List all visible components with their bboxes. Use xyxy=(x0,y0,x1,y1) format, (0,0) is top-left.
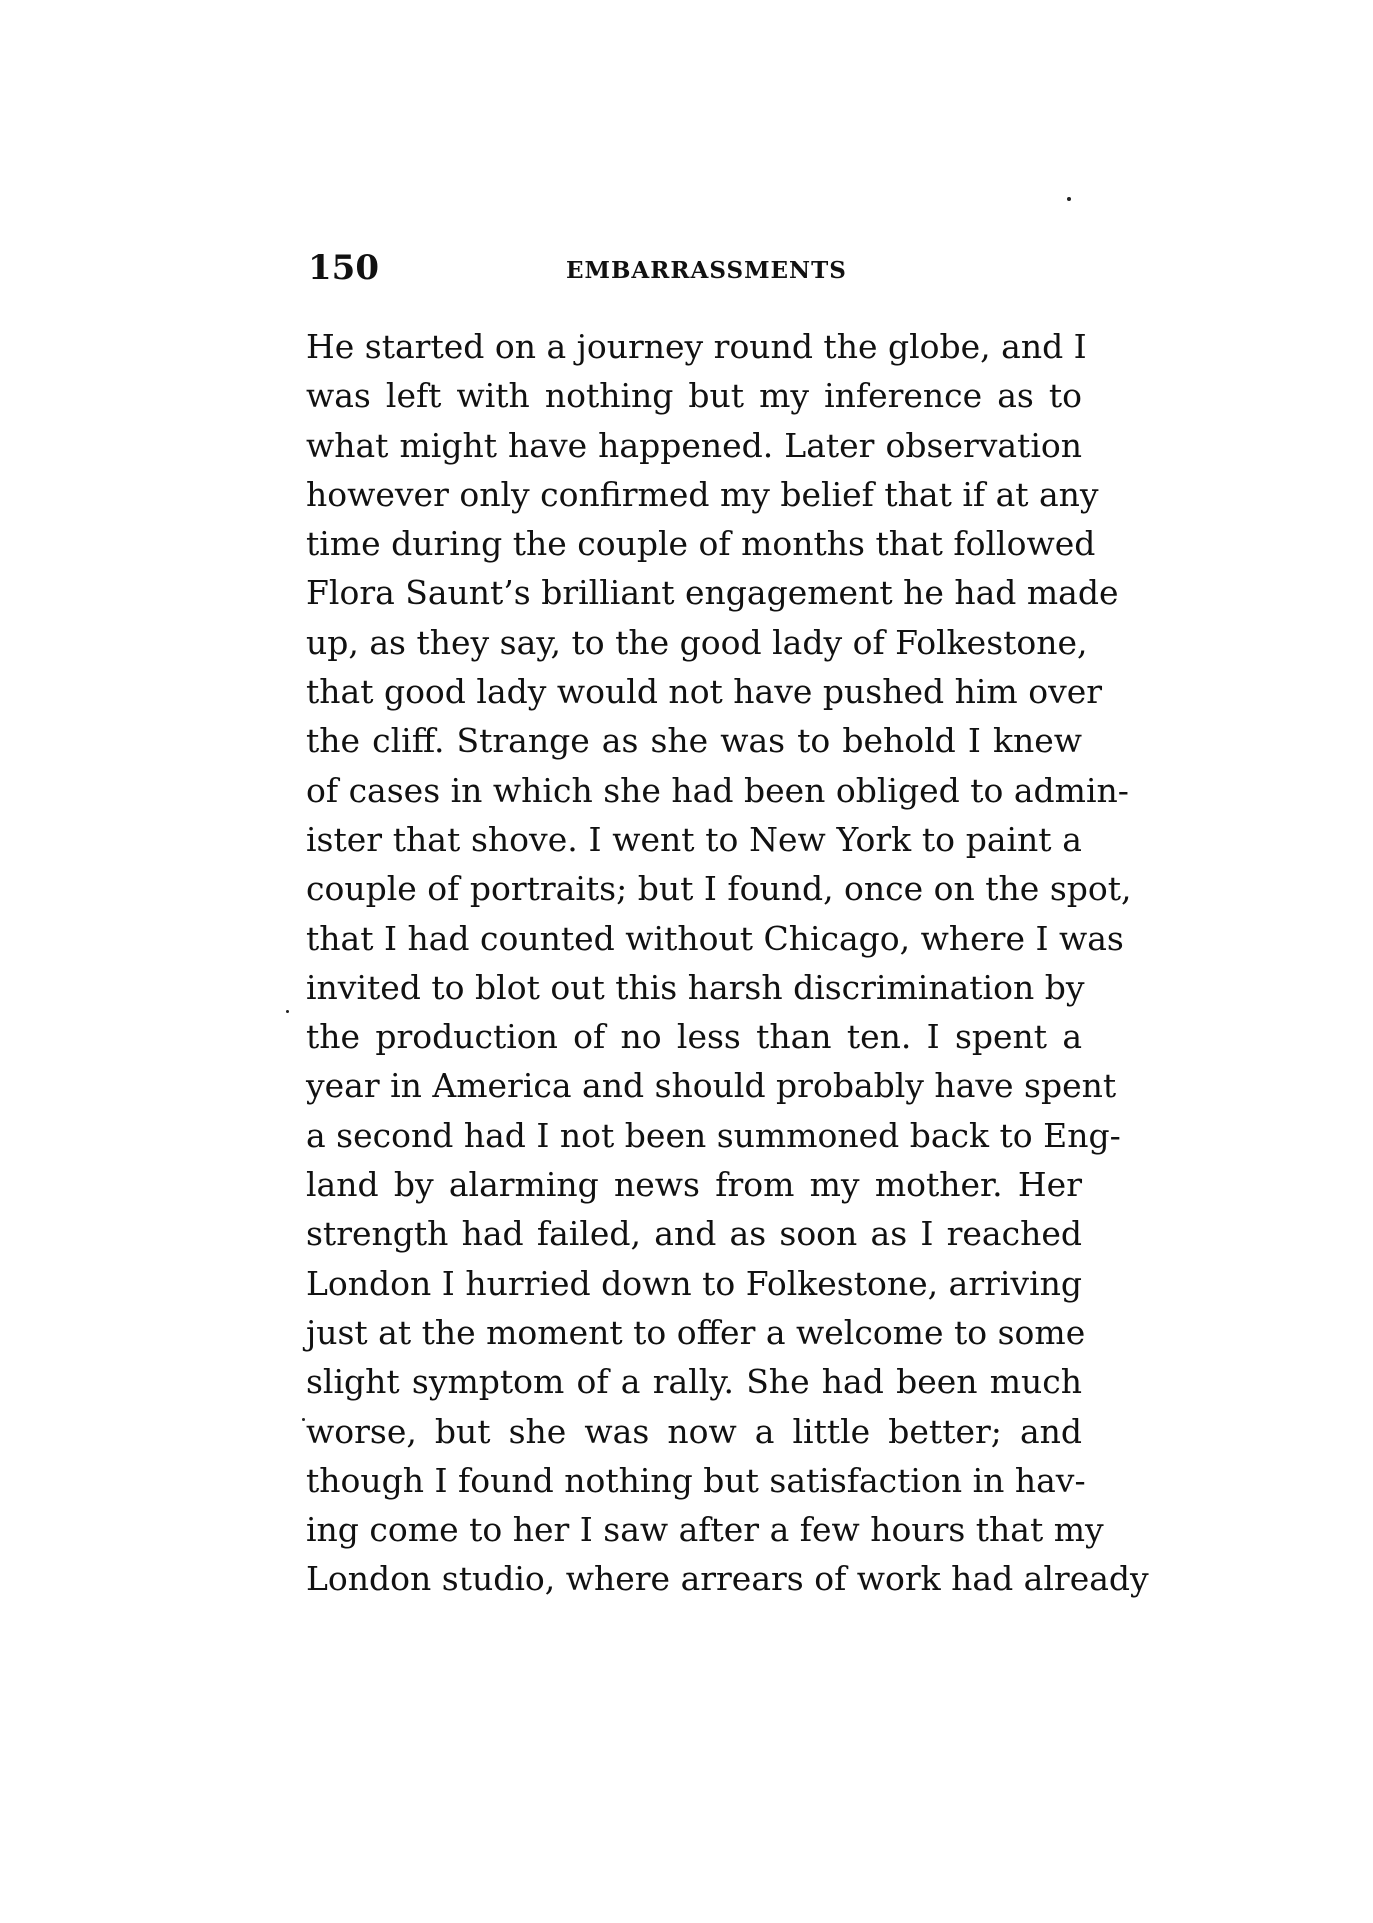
text-line: worse, but she was now a little better; and xyxy=(306,1411,1082,1451)
text-line: London I hurried down to Folkestone, arriving xyxy=(306,1263,1082,1303)
scan-speck xyxy=(286,1010,289,1013)
text-line: invited to blot out this harsh discrimination by xyxy=(306,967,1085,1007)
page-number: 150 xyxy=(308,248,379,288)
text-line: up, as they say, to the good lady of Folkestone, xyxy=(306,622,1088,662)
body-text xyxy=(306,322,1149,1604)
text-line: that I had counted without Chicago, where I was xyxy=(306,918,1124,958)
scan-speck xyxy=(1067,197,1071,201)
text-line: slight symptom of a rally. She had been much xyxy=(306,1362,1082,1402)
text-line: was left with nothing but my inference as to xyxy=(306,376,1082,416)
page-header xyxy=(306,248,1086,294)
text-line: He started on a journey round the globe, and I xyxy=(306,327,1087,366)
text-line: land by alarming news from my mother. Her xyxy=(306,1165,1082,1205)
text-line: the cliff. Strange as she was to behold I knew xyxy=(306,721,1082,761)
text-line: London studio, where arrears of work had already xyxy=(306,1559,1149,1599)
text-line: time during the couple of months that followed xyxy=(306,524,1096,564)
text-line: the production of no less than ten. I spent a xyxy=(306,1017,1082,1057)
text-line: couple of portraits; but I found, once on the spot, xyxy=(306,869,1132,909)
running-head: EMBARRASSMENTS xyxy=(566,257,847,284)
text-line: though I found nothing but satisfaction in hav- xyxy=(306,1460,1086,1500)
text-line: a second had I not been summoned back to Eng- xyxy=(306,1115,1121,1155)
text-line: ing come to her I saw after a few hours that my xyxy=(306,1510,1104,1550)
text-line: however only confirmed my belief that if at any xyxy=(306,474,1099,514)
text-line: what might have happened. Later observation xyxy=(306,425,1082,465)
text-line: just at the moment to offer a welcome to some xyxy=(306,1312,1086,1352)
text-line: that good lady would not have pushed him over xyxy=(306,672,1103,712)
text-line: ister that shove. I went to New York to paint a xyxy=(306,819,1082,859)
text-line: strength had failed, and as soon as I reached xyxy=(306,1214,1082,1254)
text-line: year in America and should probably have spent xyxy=(306,1066,1117,1106)
text-line: Flora Saunt’s brilliant engagement he had made xyxy=(306,573,1119,613)
text-line: of cases in which she had been obliged to admin- xyxy=(306,770,1129,810)
scan-speck xyxy=(302,1418,305,1421)
